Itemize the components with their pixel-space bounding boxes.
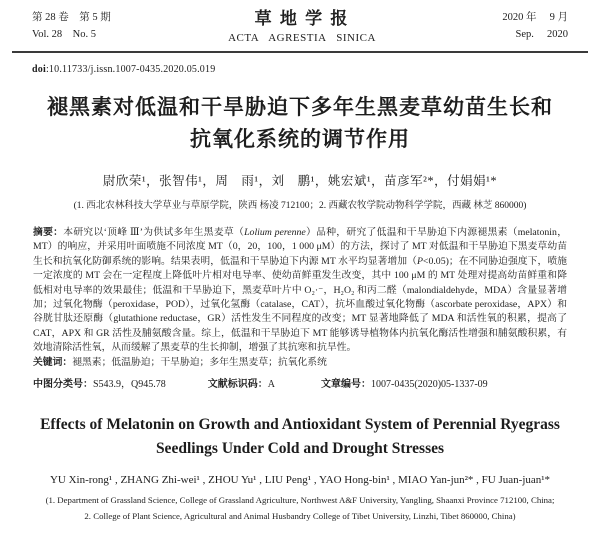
article-id-item — [321, 377, 488, 392]
affiliation-en-1: (1. Department of Grassland Science, College of Grassland Agriculture, Northwest A&F University, Yangling, Shaanxi Province 712100, China; — [45, 495, 555, 506]
abstract-label: 摘要： — [33, 227, 64, 238]
authors-cn: 尉欣荣¹，张智伟¹，周 雨¹，刘 鹏¹，姚宏斌¹，苗彦军²*，付娟娟¹* — [102, 174, 498, 188]
doc-code-item — [208, 377, 275, 392]
abstract-seg2: ）品种，研究了低温和干旱胁迫下内源褪黑素（melatonin，MT）的响应，并采用叶面喷施不同浓度 MT（0，20，100，1 000 μM）的方法，探讨了 MT 对低温和干旱胁迫下黑麦草幼苗生长和抗氧化防御系统的影响。结果表明，低温和干旱胁迫下内源 MT 水平均显著增加（ — [33, 227, 568, 267]
affiliation-cn: (1. 西北农林科技大学草业与草原学院，陕西 杨凌 712100；2. 西藏农牧学院动物科学学院，西藏 林芝 860000) — [73, 201, 527, 211]
masthead-volume-issue — [32, 9, 154, 43]
abstract-seg3: <0.05)；在不同胁迫强度下，喷施一定浓度的 MT 会在一定程度上降低叶片相对电导率、使幼苗鲜重发生改变，其中 100 μM 的 MT 处理对提高幼苗鲜重和降低相对电导率的效果最佳；低温和干旱胁迫下，黑麦草叶片中 O₂·⁻，H₂O₂ 和丙二醛（malondialdehyde，MDA）含量显著增加；过氧化物酶（peroxidase，POD），过氧化氢酶（catalase，CAT），抗坏血酸过氧化物酶（ascorbate peroxidase，APX）和谷胱甘肽还原酶（glutathione reductase，GR）活性发生不同程度的改变；MT 显著地降低了 MDA 和活性氧的积累，提高了 CAT，APX 和 GR 活性及脯氨酸含量。综上，低温和干旱胁迫下 MT 能够诱导植物体内抗氧化酶活性增强和脯氨酸积累，有效地清除活性氧，从而缓解了黑麦草的生长抑制，增强了其抗寒和抗旱性。 — [33, 255, 567, 354]
species-name-italic: Lolium perenne — [244, 227, 306, 238]
keywords-label: 关键词： — [33, 356, 73, 368]
clc-value: S543.9，Q945.78 — [93, 379, 166, 391]
keywords-value: 褪黑素；低温胁迫；干旱胁迫；多年生黑麦草；抗氧化系统 — [72, 356, 327, 368]
masthead-divider — [12, 51, 588, 53]
authors-en: YU Xin-rong¹ , ZHANG Zhi-wei¹ , ZHOU Yu¹ , LIU Peng¹ , YAO Hong-bin¹ , MIAO Yan-jun²* , FU Juan-juan¹* — [49, 474, 551, 487]
doi-label: doi — [32, 64, 46, 75]
abstract-paragraph — [33, 226, 567, 356]
clc-label: 中图分类号： — [33, 379, 93, 391]
article-title-cn — [32, 92, 568, 156]
date-cn: 2020 年 9 月 — [502, 12, 568, 23]
volume-issue-en: Vol. 28 No. 5 — [32, 29, 96, 40]
classification-line — [33, 377, 567, 392]
article-id-label: 文章编号： — [321, 379, 372, 391]
affiliation-en-2: 2. College of Plant Science, Agricultural and Animal Husbandry College of Tibet University, Linzhi, Tibet 860000, China) — [84, 510, 516, 521]
article-title-cn-line2: 抗氧化系统的调节作用 — [190, 128, 410, 151]
article-id-value: 1007-0435(2020)05-1337-09 — [371, 379, 488, 391]
doc-code-value: A — [267, 379, 276, 391]
journal-name-en: ACTA AGRESTIA SINICA — [228, 32, 376, 44]
article-title-en — [32, 413, 568, 461]
article-title-en-line1: Effects of Melatonin on Growth and Antioxidant System of Perennial Ryegrass — [40, 416, 560, 434]
masthead-journal-name — [154, 9, 450, 46]
abstract-block — [33, 226, 567, 392]
journal-masthead — [32, 9, 568, 46]
doc-code-label: 文献标识码： — [207, 379, 268, 391]
masthead-date — [450, 9, 568, 43]
article-title-en-line2: Seedlings Under Cold and Drought Stresses — [155, 440, 445, 458]
keywords-line — [33, 356, 567, 370]
volume-issue-cn: 第 28 卷 第 5 期 — [32, 12, 111, 23]
article-title-cn-line1: 褪黑素对低温和干旱胁迫下多年生黑麦草幼苗生长和 — [47, 96, 553, 119]
doi-value: :10.11733/j.issn.1007-0435.2020.05.019 — [45, 64, 216, 75]
clc-item — [33, 377, 166, 392]
doi-line — [32, 64, 568, 75]
abstract-seg1: 本研究以‘顶峰 Ⅲ’为供试多年生黑麦草（ — [63, 227, 245, 238]
p-value-symbol: P — [416, 255, 423, 267]
affiliations-en — [32, 493, 568, 524]
journal-name-cn: 草 地 学 报 — [254, 9, 350, 28]
date-en: Sep. 2020 — [515, 29, 568, 40]
